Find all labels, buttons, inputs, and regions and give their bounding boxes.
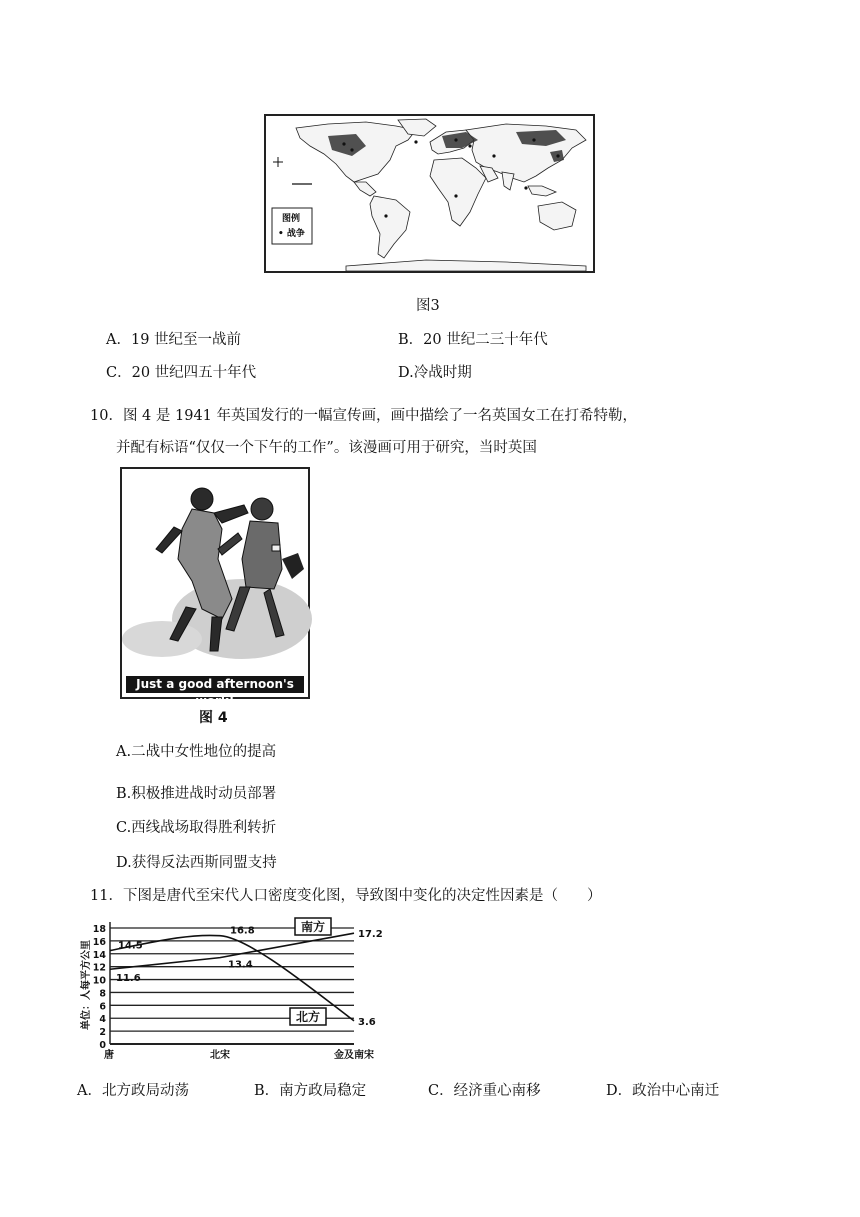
- x-tick-label: 唐: [104, 1050, 114, 1061]
- q9-option-b[interactable]: B．20 世纪二三十年代: [398, 332, 548, 348]
- q11-option-c[interactable]: C．经济重心南移: [428, 1083, 541, 1099]
- q10-option-b[interactable]: B.积极推进战时动员部署: [116, 786, 277, 802]
- q11-option-b[interactable]: B．南方政局稳定: [254, 1083, 367, 1099]
- poster-slogan: Just a good afternoon's work!: [126, 676, 304, 693]
- q10-stem-line2: 并配有标语“仅仅一个下午的工作”。该漫画可用于研究，当时英国: [116, 440, 537, 456]
- data-label-south: 11.6: [116, 973, 141, 985]
- map-legend-item: • 战争: [278, 229, 305, 239]
- data-label-south: 17.2: [358, 929, 383, 941]
- world-map-figure: [264, 114, 595, 273]
- y-tick-label: 18: [92, 924, 106, 935]
- q10-option-a[interactable]: A.二战中女性地位的提高: [116, 744, 277, 760]
- y-tick-label: 6: [99, 1001, 106, 1013]
- q10-option-c[interactable]: C.西线战场取得胜利转折: [116, 820, 277, 836]
- q11-stem: 11．下图是唐代至宋代人口密度变化图，导致图中变化的决定性因素是（ ）: [90, 888, 602, 904]
- series-name-north: 北方: [295, 1010, 321, 1024]
- data-label-south: 13.4: [228, 959, 253, 971]
- figure3-caption: 图3: [416, 298, 440, 314]
- world-map-image: [266, 116, 593, 271]
- y-tick-label: 12: [92, 962, 106, 974]
- y-tick-labels: [93, 924, 107, 1051]
- q10-option-d[interactable]: D.获得反法西斯同盟支持: [116, 855, 277, 871]
- x-tick-labels: [104, 1048, 374, 1061]
- compass-icon: [273, 157, 283, 167]
- y-tick-label: 14: [92, 949, 106, 961]
- data-label-north: 3.6: [358, 1016, 376, 1028]
- figure4-label: 图 4: [199, 710, 228, 726]
- data-label-north: 14.5: [118, 940, 143, 952]
- q9-option-c[interactable]: C．20 世纪四五十年代: [106, 365, 257, 381]
- q11-option-a[interactable]: A．北方政局动荡: [77, 1083, 189, 1099]
- y-tick-label: 10: [92, 975, 106, 987]
- population-density-chart: [72, 918, 390, 1066]
- x-tick-label: 北宋: [210, 1050, 230, 1061]
- y-tick-label: 16: [92, 936, 106, 948]
- x-tick-label: 金及南宋: [334, 1050, 374, 1061]
- chart-series-labels: [290, 918, 331, 1025]
- q9-option-d[interactable]: D.冷战时期: [398, 365, 472, 381]
- map-legend-title: 图例: [282, 214, 301, 224]
- y-tick-label: 0: [99, 1040, 106, 1051]
- q9-option-a[interactable]: A．19 世纪至一战前: [106, 332, 242, 348]
- y-tick-label: 8: [99, 988, 106, 1000]
- q10-stem-line1: 10．图 4 是 1941 年英国发行的一幅宣传画，画中描绘了一名英国女工在打希特勒，: [90, 408, 638, 424]
- data-label-north: 16.8: [230, 925, 255, 937]
- poster-illustration: [122, 469, 308, 669]
- y-tick-label: 4: [99, 1014, 106, 1026]
- q11-option-d[interactable]: D．政治中心南迁: [606, 1083, 720, 1099]
- y-axis-label: 单位：人每平方公里: [81, 940, 92, 1030]
- y-tick-label: 2: [99, 1027, 106, 1039]
- series-name-south: 南方: [300, 920, 326, 934]
- propaganda-poster: [120, 467, 310, 708]
